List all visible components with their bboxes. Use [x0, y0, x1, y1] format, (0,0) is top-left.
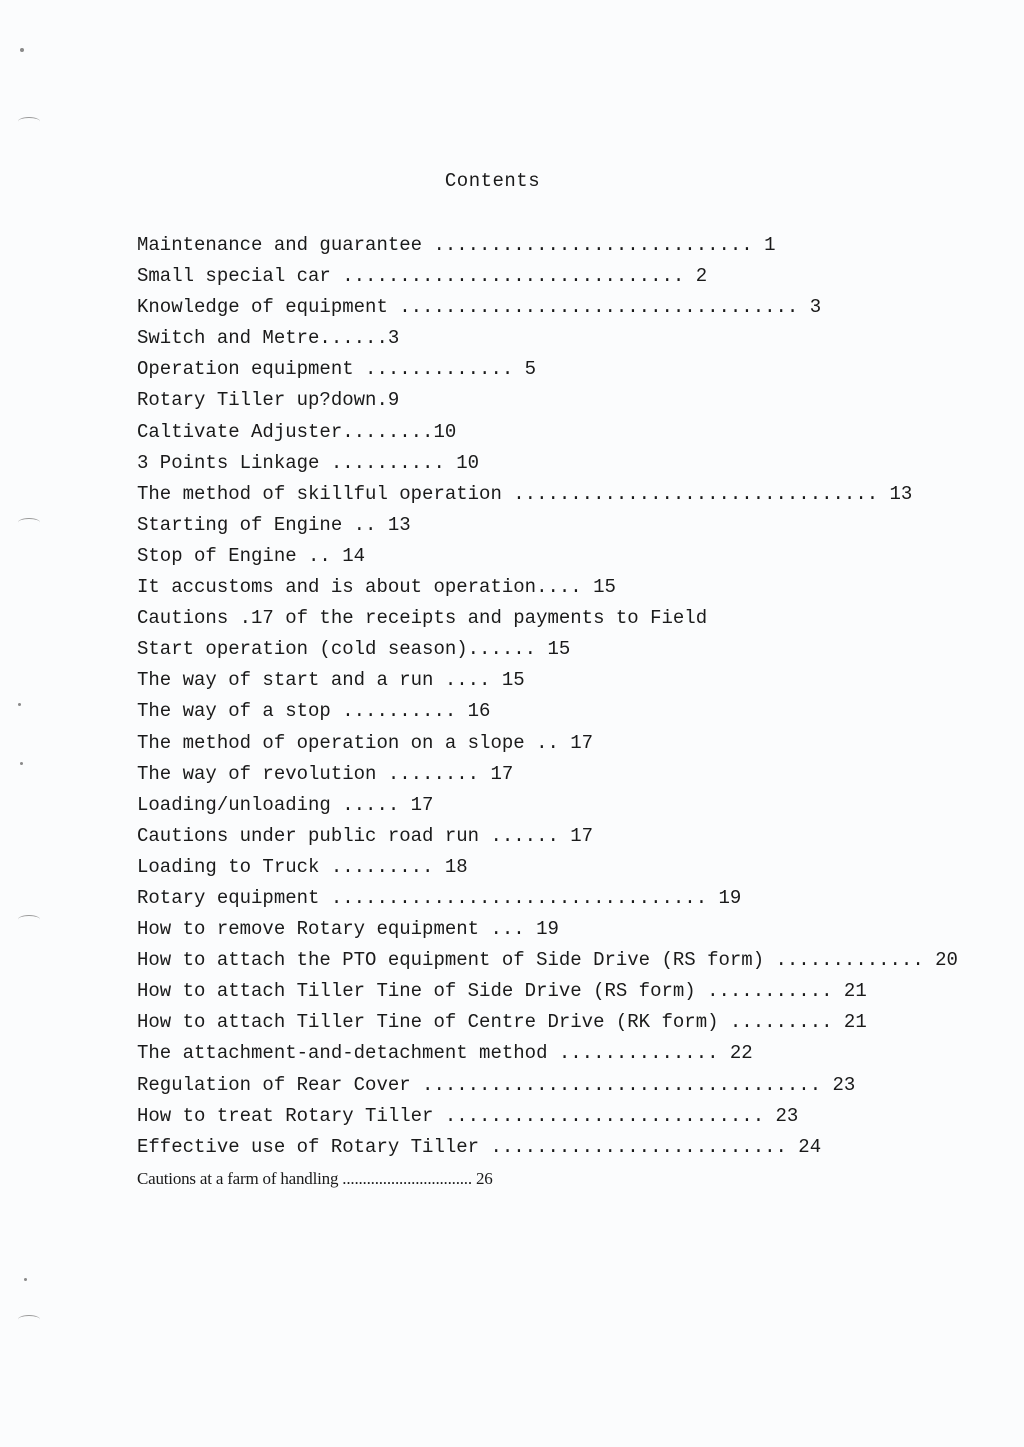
scan-speck	[24, 1278, 27, 1281]
toc-entry: Switch and Metre......3	[137, 327, 400, 350]
toc-entry: The way of start and a run .... 15	[137, 669, 525, 692]
toc-entry: How to attach the PTO equipment of Side Drive (RS form) ............. 20	[137, 949, 958, 972]
toc-entry: How to treat Rotary Tiller ............................ 23	[137, 1104, 799, 1127]
toc-entry: Loading/unloading ..... 17	[137, 793, 434, 816]
toc-entry: Stop of Engine .. 14	[137, 544, 366, 567]
toc-entry: Cautions .17 of the receipts and payments to Field	[137, 607, 708, 630]
page-title: Contents	[444, 170, 541, 192]
toc-entry: The method of operation on a slope .. 17	[137, 731, 594, 754]
table-of-contents	[137, 230, 958, 1194]
scan-speck	[18, 703, 21, 706]
toc-entry: Effective use of Rotary Tiller .......................... 24	[137, 1135, 822, 1158]
scan-speck	[20, 762, 23, 765]
toc-entry: How to attach Tiller Tine of Centre Drive (RK form) ......... 21	[137, 1011, 867, 1034]
toc-entry: Small special car .............................. 2	[137, 265, 708, 288]
toc-entry: The method of skillful operation ................................ 13	[137, 482, 913, 505]
toc-entry: The way of a stop .......... 16	[137, 700, 491, 723]
toc-entry: Start operation (cold season)...... 15	[137, 638, 571, 661]
toc-entry: The attachment-and-detachment method .............. 22	[137, 1042, 753, 1065]
scan-binding-mark	[18, 915, 40, 924]
toc-entry: Rotary equipment ................................. 19	[137, 886, 742, 909]
toc-entry: 3 Points Linkage .......... 10	[137, 451, 480, 474]
toc-entry: Operation equipment ............. 5	[137, 358, 537, 381]
toc-entry: Cautions at a farm of handling ................................ 26	[137, 1168, 493, 1188]
scan-binding-mark	[18, 117, 40, 126]
scan-binding-mark	[18, 1315, 40, 1324]
toc-entry: Starting of Engine .. 13	[137, 513, 411, 536]
toc-entry: Knowledge of equipment ................................... 3	[137, 296, 822, 319]
toc-entry: Maintenance and guarantee ............................ 1	[137, 234, 776, 256]
toc-entry: Loading to Truck ......... 18	[137, 855, 468, 878]
toc-entry: Regulation of Rear Cover ................................... 23	[137, 1073, 856, 1096]
scan-speck	[20, 48, 24, 52]
toc-entry: The way of revolution ........ 17	[137, 762, 514, 785]
toc-entry: It accustoms and is about operation.... 15	[137, 576, 616, 599]
toc-entry: Rotary Tiller up?down.9	[137, 389, 400, 412]
toc-entry: Cautions under public road run ...... 17	[137, 824, 594, 847]
toc-entry: Caltivate Adjuster........10	[137, 420, 457, 443]
toc-entry: How to attach Tiller Tine of Side Drive (RS form) ........... 21	[137, 980, 867, 1003]
scan-binding-mark	[18, 518, 40, 527]
toc-entry: How to remove Rotary equipment ... 19	[137, 918, 559, 941]
